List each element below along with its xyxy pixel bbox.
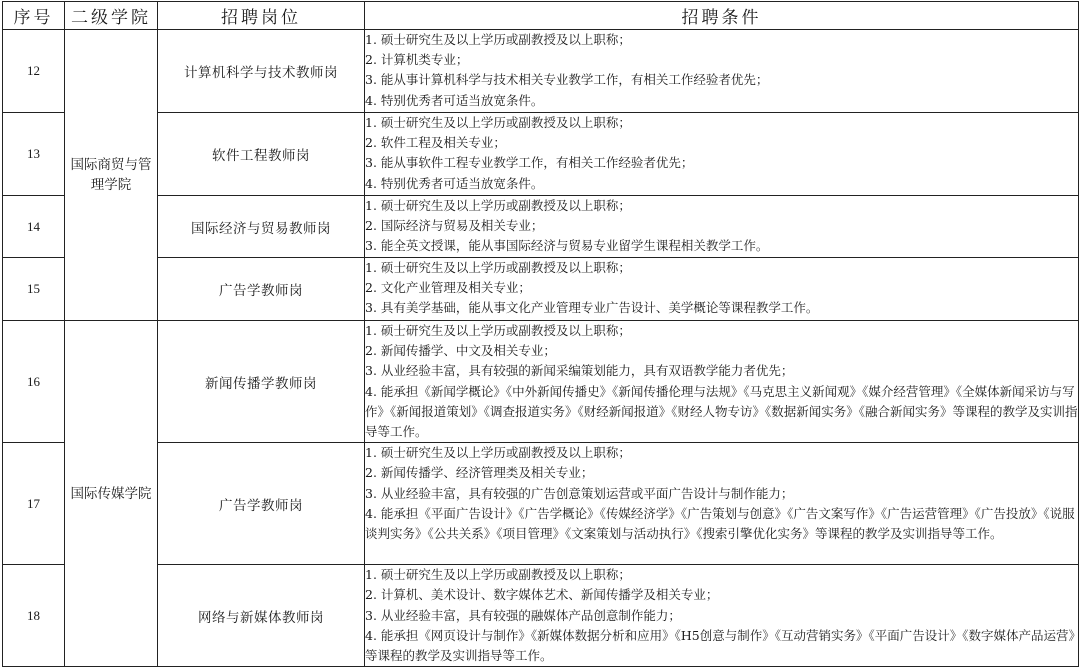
condition-line: 1. 硕士研究生及以上学历或副教授及以上职称； <box>365 260 631 275</box>
conditions-cell <box>365 113 1079 196</box>
recruitment-table <box>2 1 1079 667</box>
college-name: 国际传媒学院 <box>65 321 158 667</box>
conditions-cell <box>365 443 1079 565</box>
post-name: 新闻传播学教师岗 <box>158 321 365 443</box>
condition-line: 1. 硕士研究生及以上学历或副教授及以上职称； <box>365 32 631 47</box>
row-number: 15 <box>3 258 65 321</box>
condition-line: 2. 新闻传播学、中文及相关专业； <box>365 343 556 359</box>
condition-line: 3. 从业经验丰富，具有较强的广告创意策划运营或平面广告设计与制作能力； <box>365 485 794 501</box>
header-college: 二级学院 <box>65 2 158 30</box>
conditions-cell <box>365 196 1079 258</box>
condition-line: 3. 从业经验丰富，具有较强的新闻采编策划能力，具有双语教学能力者优先； <box>365 363 794 379</box>
post-name: 国际经济与贸易教师岗 <box>158 196 365 258</box>
condition-line: 2. 计算机类专业； <box>365 52 469 68</box>
row-number: 18 <box>3 565 65 667</box>
condition-line: 2. 国际经济与贸易及相关专业； <box>365 218 544 234</box>
condition-line: 2. 新闻传播学、经济管理类及相关专业； <box>365 465 594 481</box>
conditions-cell <box>365 565 1079 667</box>
row-number: 12 <box>3 30 65 113</box>
college-name: 国际商贸与管理学院 <box>65 30 158 321</box>
table-row <box>3 443 1079 565</box>
table-row <box>3 321 1079 443</box>
condition-line: 2. 软件工程及相关专业； <box>365 135 506 151</box>
post-name: 软件工程教师岗 <box>158 113 365 196</box>
table-row <box>3 565 1079 667</box>
conditions-cell <box>365 321 1079 443</box>
condition-line: 4. 特别优秀者可适当放宽条件。 <box>365 92 544 108</box>
condition-line: 4. 能承担《平面广告设计》《广告学概论》《传媒经济学》《广告策划与创意》《广告文案写作》《广告运营管理》《广告投放》《说服谈判实务》《公共关系》《项目管理》《文案策划与活动执行》《搜索引擎优化实务》等课程的教学及实训指导等工作。 <box>365 505 1075 542</box>
condition-line: 3. 能从事软件工程专业教学工作，有相关工作经验者优先； <box>365 155 694 171</box>
condition-line: 1. 硕士研究生及以上学历或副教授及以上职称； <box>365 445 631 461</box>
table-row <box>3 258 1079 321</box>
conditions-cell <box>365 258 1079 321</box>
condition-line: 3. 能全英文授课，能从事国际经济与贸易专业留学生课程相关教学工作。 <box>365 238 769 254</box>
condition-line: 2. 文化产业管理及相关专业； <box>365 280 531 296</box>
condition-line: 3. 从业经验丰富，具有较强的融媒体产品创意制作能力； <box>365 607 681 623</box>
table-row <box>3 30 1079 113</box>
row-number: 13 <box>3 113 65 196</box>
condition-line: 2. 计算机、美术设计、数字媒体艺术、新闻传播学及相关专业； <box>365 587 719 603</box>
row-number: 17 <box>3 443 65 565</box>
header-post: 招聘岗位 <box>158 2 365 30</box>
condition-line: 1. 硕士研究生及以上学历或副教授及以上职称； <box>365 198 631 213</box>
header-row <box>3 2 1079 30</box>
header-conditions: 招聘条件 <box>365 2 1079 30</box>
header-num: 序号 <box>3 2 65 30</box>
post-name: 广告学教师岗 <box>158 258 365 321</box>
condition-line: 1. 硕士研究生及以上学历或副教授及以上职称； <box>365 567 631 583</box>
row-number: 14 <box>3 196 65 258</box>
condition-line: 3. 能从事计算机科学与技术相关专业教学工作，有相关工作经验者优先； <box>365 72 769 88</box>
condition-line: 4. 能承担《新闻学概论》《中外新闻传播史》《新闻传播伦理与法规》《马克思主义新闻观》《媒介经营管理》《全媒体新闻采访与写作》《新闻报道策划》《调查报道实务》《财经新闻报道》《财经人物专访》《数据新闻实务》《融合新闻实务》等课程的教学及实训指导等工作。 <box>365 383 1078 440</box>
condition-line: 1. 硕士研究生及以上学历或副教授及以上职称； <box>365 115 631 130</box>
table-row <box>3 113 1079 196</box>
post-name: 广告学教师岗 <box>158 443 365 565</box>
row-number: 16 <box>3 321 65 443</box>
condition-line: 3. 具有美学基础，能从事文化产业管理专业广告设计、美学概论等课程教学工作。 <box>365 300 819 316</box>
table-row <box>3 196 1079 258</box>
conditions-cell <box>365 30 1079 113</box>
condition-line: 4. 特别优秀者可适当放宽条件。 <box>365 175 544 191</box>
condition-line: 1. 硕士研究生及以上学历或副教授及以上职称； <box>365 323 631 338</box>
post-name: 网络与新媒体教师岗 <box>158 565 365 667</box>
post-name: 计算机科学与技术教师岗 <box>158 30 365 113</box>
condition-line: 4. 能承担《网页设计与制作》《新媒体数据分析和应用》《H5创意与制作》《互动营销实务》《平面广告设计》《数字媒体产品运营》等课程的教学及实训指导等工作。 <box>365 627 1075 664</box>
